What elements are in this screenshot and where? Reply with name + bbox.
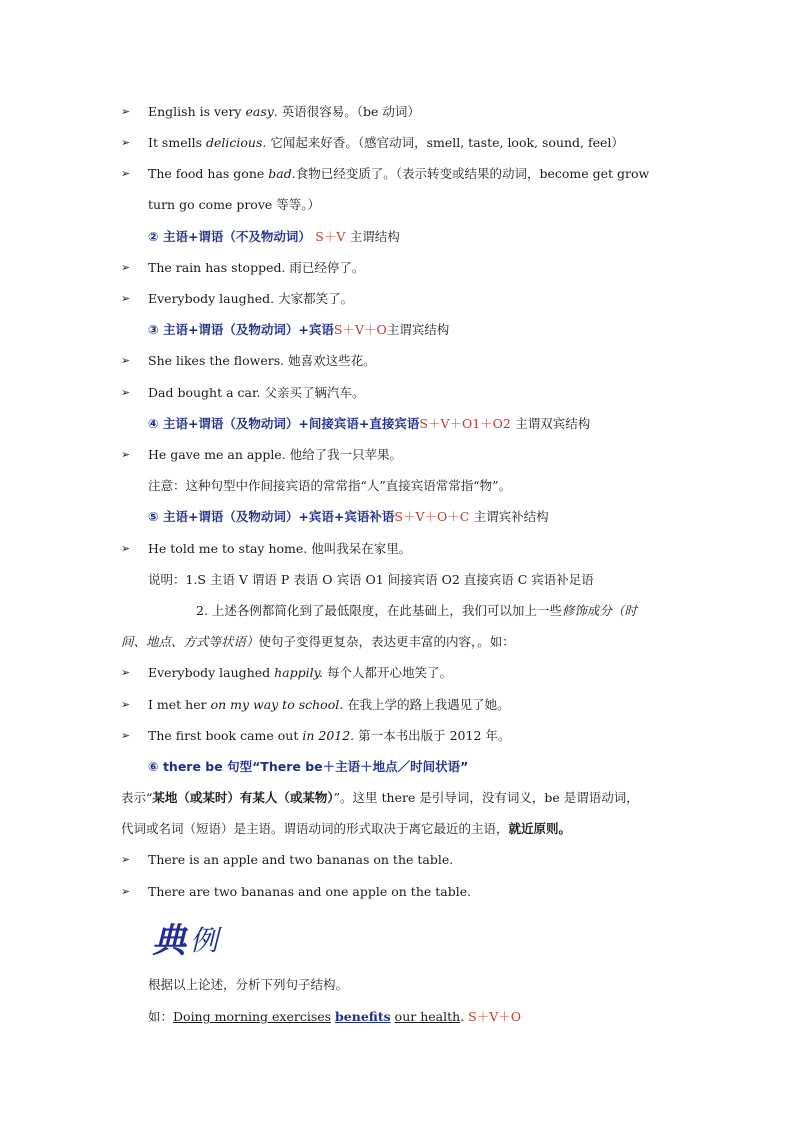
example-sentence: He told me to stay home. 他叫我呆在家里。	[148, 541, 412, 556]
example-sentence	[148, 165, 649, 183]
bullet-arrow-icon: ➢	[121, 853, 131, 866]
heading-number: ⑤	[148, 509, 159, 524]
heading-formula: S＋V＋O1＋O2	[419, 416, 511, 431]
example-sentence	[148, 696, 510, 714]
bullet-arrow-icon: ➢	[121, 698, 131, 711]
heading-description: 主谓结构	[349, 229, 400, 244]
paragraph-line	[121, 789, 639, 807]
example-sentence	[148, 134, 624, 152]
svg-text:典: 典	[152, 921, 186, 960]
example-period: .	[460, 1009, 465, 1024]
heading-description: 主谓宾补结构	[473, 509, 549, 524]
example-sentence: Everybody laughed. 大家都笑了。	[148, 291, 354, 306]
example-sentence: The rain has stopped. 雨已经停了。	[148, 260, 365, 275]
sentence-text: It smells	[148, 135, 206, 150]
heading-title: 主语+谓语（及物动词）+宾语	[162, 322, 334, 337]
bullet-arrow-icon: ➢	[121, 386, 131, 399]
example-verb: benefits	[335, 1009, 391, 1024]
sentence-text: I met her	[148, 697, 211, 712]
bullet-arrow-icon: ➢	[121, 729, 131, 742]
bullet-arrow-icon: ➢	[121, 448, 131, 461]
sentence-emphasis: on my way to school.	[210, 697, 344, 712]
example-sentence	[148, 664, 452, 682]
example-sentence: He gave me an apple. 他给了我一只苹果。	[148, 447, 403, 462]
sentence-translation: . 英语很容易。（be 动词）	[273, 104, 420, 119]
example-calligraphy-logo	[150, 918, 228, 960]
analysis-example	[148, 1008, 521, 1026]
section-heading-there-be	[148, 758, 468, 776]
bullet-arrow-icon: ➢	[121, 105, 131, 118]
example-sentence: There are two bananas and one apple on the table.	[148, 884, 472, 899]
sentence-emphasis: in 2012.	[302, 728, 355, 743]
heading-description: 主谓宾结构	[386, 322, 450, 337]
bullet-arrow-icon: ➢	[121, 885, 131, 898]
sentence-text: English is very	[148, 104, 246, 119]
section-heading-svoo	[148, 415, 590, 433]
heading-title: 主语+谓语（不及物动词）	[162, 229, 311, 244]
example-prefix: 如：	[148, 1009, 174, 1024]
example-subject: Doing morning exercises	[173, 1009, 332, 1024]
heading-number: ②	[148, 229, 159, 244]
heading-formula: S＋V＋O＋C	[394, 509, 470, 524]
sentence-continuation: turn go come prove 等等。）	[148, 197, 321, 212]
paragraph-text: 代词或名词（短语）是主语。谓语动词的形式取决于离它最近的主语，	[121, 821, 509, 836]
explanation-emphasis: 间、地点、方式等状语）	[121, 634, 259, 649]
bullet-arrow-icon: ➢	[121, 542, 131, 555]
explanation-text: 使句子变得更复杂，表达更丰富的内容，。如：	[258, 634, 515, 649]
sentence-translation: 每个人都开心地笑了。	[323, 665, 452, 680]
example-sentence	[148, 103, 420, 121]
explanation-emphasis: 修饰成分（时	[561, 603, 637, 618]
heading-formula: S＋V＋O	[333, 322, 387, 337]
heading-title: 主语+谓语（及物动词）+间接宾语+直接宾语	[162, 416, 420, 431]
example-sentence: There is an apple and two bananas on the table.	[148, 852, 454, 867]
svg-text:例: 例	[190, 924, 219, 957]
paragraph-text: ”。这里 there 是引导词，没有词义，be 是谓语动词，	[333, 790, 639, 805]
example-sentence: She likes the flowers. 她喜欢这些花。	[148, 353, 376, 368]
instruction-text: 根据以上论述，分析下列句子结构。	[148, 977, 349, 992]
heading-number: ③	[148, 322, 159, 337]
bullet-arrow-icon: ➢	[121, 354, 131, 367]
sentence-emphasis: bad.	[268, 166, 296, 181]
bullet-arrow-icon: ➢	[121, 136, 131, 149]
bullet-arrow-icon: ➢	[121, 292, 131, 305]
heading-title: 主语+谓语（及物动词）+宾语+宾语补语	[162, 509, 395, 524]
bullet-arrow-icon: ➢	[121, 261, 131, 274]
heading-number: ⑥	[148, 759, 159, 774]
sentence-text: The first book came out	[148, 728, 303, 743]
heading-description: 主谓双宾结构	[515, 416, 591, 431]
explanation-text: 2. 上述各例都简化到了最低限度，在此基础上，我们可以加上一些	[196, 603, 562, 618]
sentence-translation: 食物已经变质了。（表示转变或结果的动词，become get grow	[295, 166, 650, 181]
sentence-translation: 第一本书出版于 2012 年。	[354, 728, 511, 743]
heading-number: ④	[148, 416, 159, 431]
explanation-line: 说明：1.S 主语 V 谓语 P 表语 O 宾语 O1 间接宾语 O2 直接宾语 C 宾语补足语	[148, 572, 594, 587]
calligraphy-icon	[150, 918, 228, 960]
sentence-translation: . 它闻起来好香。（感官动词，smell, taste, look, sound, feel）	[262, 135, 624, 150]
example-object: our health	[394, 1009, 461, 1024]
section-heading-svo	[148, 321, 449, 339]
paragraph-text: 表示“	[121, 790, 153, 805]
section-heading-svoc	[148, 508, 549, 526]
paragraph-bold: 某地（或某时）有某人（或某物）	[152, 790, 334, 805]
example-formula: S＋V＋O	[468, 1009, 521, 1024]
note-text: 注意：这种句型中作间接宾语的常常指“人”直接宾语常常指“物”。	[148, 478, 512, 493]
example-sentence: Dad bought a car. 父亲买了辆汽车。	[148, 385, 365, 400]
paragraph-line	[121, 820, 571, 838]
heading-formula: S＋V	[315, 229, 346, 244]
example-sentence	[148, 727, 510, 745]
bullet-arrow-icon: ➢	[121, 666, 131, 679]
sentence-emphasis: easy	[245, 104, 274, 119]
sentence-translation: 在我上学的路上我遇见了她。	[343, 697, 510, 712]
section-heading-sv	[148, 228, 400, 246]
bullet-arrow-icon: ➢	[121, 167, 131, 180]
heading-title: there be 句型“There be＋主语＋地点／时间状语”	[162, 759, 469, 774]
paragraph-bold: 就近原则。	[508, 821, 572, 836]
sentence-text: The food has gone	[148, 166, 269, 181]
sentence-emphasis: delicious	[205, 135, 263, 150]
sentence-text: Everybody laughed	[148, 665, 275, 680]
sentence-emphasis: happily.	[274, 665, 324, 680]
explanation-line	[121, 633, 515, 651]
explanation-line	[196, 602, 637, 620]
